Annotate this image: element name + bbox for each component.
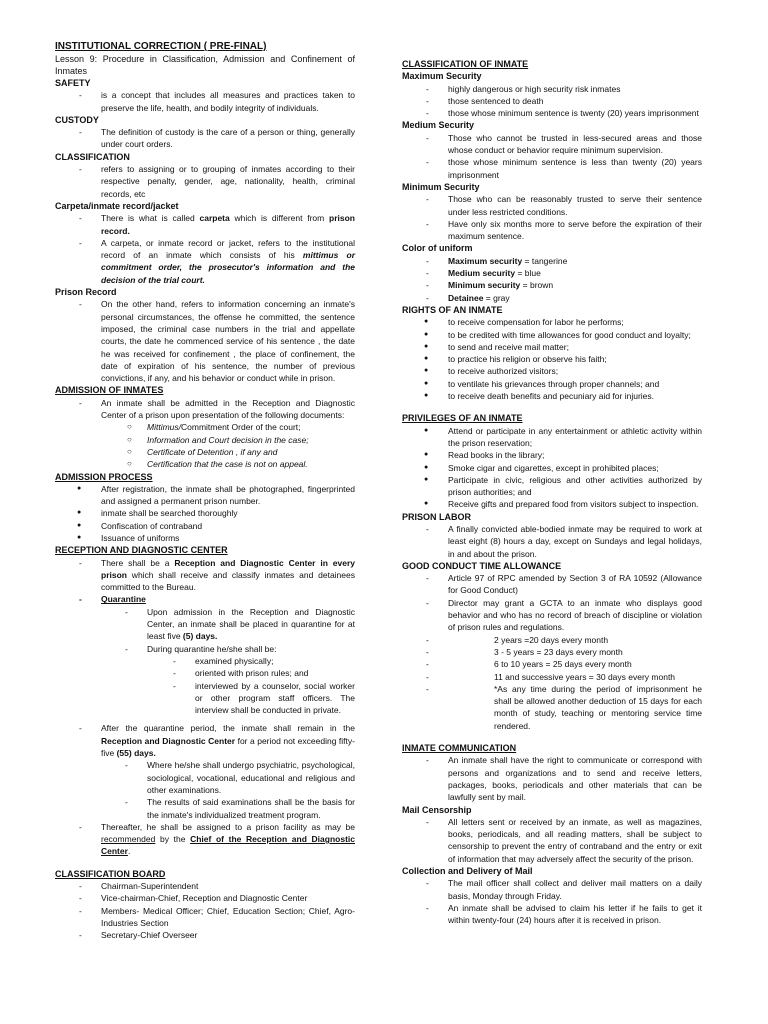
safety-heading: SAFETY bbox=[55, 78, 91, 88]
document-title: INSTITUTIONAL CORRECTION ( PRE-FINAL) bbox=[55, 41, 267, 52]
reception-list bbox=[55, 557, 355, 606]
reception-item-1: - There shall be a Reception and Diagnostic Center in every prison which shall receive and classify inmates and detainees committed to the Bureau. bbox=[55, 557, 355, 594]
minimum-security-list bbox=[402, 193, 702, 242]
carpeta-list bbox=[55, 212, 355, 286]
medium-security-list bbox=[402, 132, 702, 181]
custody-list bbox=[55, 126, 355, 151]
gcta-sub-item: - 2 years =20 days every month bbox=[402, 634, 702, 646]
admission-documents bbox=[55, 421, 355, 470]
admission-process-list bbox=[55, 483, 355, 544]
admission-process-item: ● Confiscation of contraband bbox=[55, 520, 355, 532]
prison-record-text: - On the other hand, refers to information concerning an inmate's personal circumstances, the offense he committed, the sentence imposed, the criminal case numbers in the trial and appellate courts, the date he commenced service of his sentence , the date he was received for confinement , the place of confinement, the date of expiration of his sentence, the number of previous convictions, if any, and his behavior or conduct while in prison. bbox=[55, 298, 355, 384]
admission-process-item: ● inmate shall be searched thoroughly bbox=[55, 507, 355, 519]
uniform-color-list bbox=[402, 255, 702, 304]
gcta-sub-list bbox=[402, 634, 702, 732]
privileges-item: ● Receive gifts and prepared food from visitors subject to inspection. bbox=[402, 498, 702, 510]
rights-item: ● to send and receive mail matter; bbox=[402, 341, 702, 353]
gcta-item: - Director may grant a GCTA to an inmate who displays good behavior and who has no record of breach of discipline or violation of prison rules and regulations. bbox=[402, 597, 702, 634]
rights-item: ● to be credited with time allowances for good conduct and loyalty; bbox=[402, 329, 702, 341]
classification-list bbox=[55, 163, 355, 200]
admission-process-item: ● After registration, the inmate shall be photographed, fingerprinted and assigned a permanent prison number. bbox=[55, 483, 355, 508]
safety-text: - is a concept that includes all measures and practices taken to preserve the life, health, and bodily integrity of individuals. bbox=[55, 89, 355, 114]
maximum-security-heading: Maximum Security bbox=[402, 71, 482, 82]
classification-text: - refers to assigning or to grouping of inmates according to their respective penalty, gender, age, nationality, health, criminal records, etc bbox=[55, 163, 355, 200]
gcta-sub-item: - 3 - 5 years = 23 days every month bbox=[402, 646, 702, 658]
prison-record-list bbox=[55, 298, 355, 384]
rights-heading: RIGHTS OF AN INMATE bbox=[402, 304, 503, 315]
right-column bbox=[402, 58, 702, 926]
examinations-list bbox=[55, 759, 355, 820]
thereafter-list bbox=[55, 821, 355, 858]
classification-board-heading: CLASSIFICATION BOARD bbox=[55, 868, 166, 879]
classification-of-inmate-heading: CLASSIFICATION OF INMATE bbox=[402, 59, 529, 69]
mail-list bbox=[402, 877, 702, 926]
uniform-color-item: - Detainee = gray bbox=[402, 292, 702, 304]
examinations-item: - The results of said examinations shall be the basis for the inmate's individualized treatment program. bbox=[55, 796, 355, 821]
board-member: - Chairman-Superintendent bbox=[55, 880, 355, 892]
prison-record-heading: Prison Record bbox=[55, 287, 117, 298]
privileges-item: ● Read books in the library; bbox=[402, 449, 702, 461]
custody-heading: CUSTODY bbox=[55, 114, 99, 125]
gcta-list bbox=[402, 572, 702, 633]
communication-heading: INMATE COMMUNICATION bbox=[402, 743, 517, 754]
board-member: - Members- Medical Officer; Chief, Education Section; Chief, Agro-Industries Section bbox=[55, 905, 355, 930]
communication-text: - An inmate shall have the right to communicate or correspond with persons and organizations and to send and receive letters, packages, books, periodicals and other materials that can be lawfully sent by mail. bbox=[402, 754, 702, 803]
thereafter-item: - Thereafter, he shall be assigned to a prison facility as may be recommended by the Chief of the Reception and Diagnostic Center. bbox=[55, 821, 355, 858]
spacer bbox=[402, 732, 702, 742]
medium-security-heading: Medium Security bbox=[402, 120, 475, 131]
lesson-title: Lesson 9: Procedure in Classification, Admission and Confinement of Inmates bbox=[55, 54, 355, 76]
rights-list bbox=[402, 316, 702, 402]
rights-item: ● to receive death benefits and pecuniary aid for injuries. bbox=[402, 390, 702, 402]
quarantine-sub-item: - examined physically; bbox=[55, 655, 355, 667]
spacer bbox=[55, 858, 355, 868]
censorship-list bbox=[402, 816, 702, 865]
uniform-color-heading: Color of uniform bbox=[402, 243, 473, 254]
prison-labor-heading: PRISON LABOR bbox=[402, 511, 472, 522]
communication-list bbox=[402, 754, 702, 803]
quarantine-list bbox=[55, 606, 355, 655]
prison-labor-list bbox=[402, 523, 702, 560]
maximum-security-list bbox=[402, 83, 702, 120]
gcta-sub-item: - 11 and successive years = 30 days every month bbox=[402, 671, 702, 683]
admission-heading: ADMISSION OF INMATES bbox=[55, 385, 164, 396]
mail-heading: Collection and Delivery of Mail bbox=[402, 866, 533, 876]
uniform-color-item: - Maximum security = tangerine bbox=[402, 255, 702, 267]
gcta-item: - Article 97 of RPC amended by Section 3 of RA 10592 (Allowance for Good Conduct) bbox=[402, 572, 702, 597]
censorship-text: - All letters sent or received by an inmate, as well as magazines, books, periodicals, and all reading matters, shall be subject to censorship to prevent the entry of contraband and the entry or exit of information that may adversely affect the security of the prison. bbox=[402, 816, 702, 865]
maximum-security-item: - highly dangerous or high security risk inmates bbox=[402, 83, 702, 95]
maximum-security-item: - those whose minimum sentence is twenty (20) years imprisonment bbox=[402, 107, 702, 119]
examinations-item: - Where he/she shall undergo psychiatric, psychological, sociological, vocational, educational and religious and other examinations. bbox=[55, 759, 355, 796]
medium-security-item: - Those who cannot be trusted in less-secured areas and those whose conduct or behavior require minimum supervision. bbox=[402, 132, 702, 157]
privileges-item: ● Attend or participate in any entertainment or athletic activity within the prison reservation; bbox=[402, 425, 702, 450]
classification-heading: CLASSIFICATION bbox=[55, 151, 130, 162]
minimum-security-heading: Minimum Security bbox=[402, 181, 480, 192]
privileges-item: ● Smoke cigar and cigarettes, except in prohibited places; bbox=[402, 462, 702, 474]
uniform-color-item: - Medium security = blue bbox=[402, 267, 702, 279]
admission-document-4: ○ Certification that the case is not on appeal. bbox=[55, 458, 355, 470]
admission-text: - An inmate shall be admitted in the Reception and Diagnostic Center of a prison upon presentation of the following documents: bbox=[55, 397, 355, 422]
rights-item: ● to ventilate his grievances through proper channels; and bbox=[402, 378, 702, 390]
spacer bbox=[402, 402, 702, 412]
rights-item: ● to practice his religion or observe his faith; bbox=[402, 353, 702, 365]
carpeta-item-2: - A carpeta, or inmate record or jacket, refers to the institutional record of an inmate which consists of his mittimus or commitment order, the prosecutor's information and the decision of the trial court. bbox=[55, 237, 355, 286]
custody-text: - The definition of custody is the care of a person or thing, generally under court orders. bbox=[55, 126, 355, 151]
after-quarantine-item: - After the quarantine period, the inmate shall remain in the Reception and Diagnostic Center for a period not exceeding fifty-five (55) days. bbox=[55, 722, 355, 759]
mail-item: - The mail officer shall collect and deliver mail matters on a daily basis, Monday through Friday. bbox=[402, 877, 702, 902]
quarantine-label: - Quarantine bbox=[55, 593, 355, 605]
classification-board-list bbox=[55, 880, 355, 941]
privileges-item: ● Participate in civic, religious and other activities authorized by prison authorities; and bbox=[402, 474, 702, 499]
censorship-heading: Mail Censorship bbox=[402, 804, 472, 815]
rights-item: ● to receive compensation for labor he performs; bbox=[402, 316, 702, 328]
minimum-security-item: - Those who can be reasonably trusted to serve their sentence under less restricted conditions. bbox=[402, 193, 702, 218]
mail-item: - An inmate shall be advised to claim his letter if he fails to get it within twenty-four (24) hours after it is received in prison. bbox=[402, 902, 702, 927]
carpeta-item-1: - There is what is called carpeta which is different from prison record. bbox=[55, 212, 355, 237]
gcta-sub-item: - *As any time during the period of imprisonment he shall be allowed another deduction of 15 days for each month of study, teaching or mentoring service time rendered. bbox=[402, 683, 702, 732]
medium-security-item: - those whose minimum sentence is less than twenty (20) years imprisonment bbox=[402, 156, 702, 181]
left-column bbox=[55, 40, 355, 941]
board-member: - Secretary-Chief Overseer bbox=[55, 929, 355, 941]
quarantine-item-1: - Upon admission in the Reception and Diagnostic Center, an inmate shall be placed in quarantine for at least five (5) days. bbox=[55, 606, 355, 643]
quarantine-item-2: - During quarantine he/she shall be: bbox=[55, 643, 355, 655]
quarantine-sub-list bbox=[55, 655, 355, 716]
prison-labor-text: - A finally convicted able-bodied inmate may be required to work at least eight (8) hours a day, except on Sundays and legal holidays, in and about the prison. bbox=[402, 523, 702, 560]
rights-item: ● to receive authorized visitors; bbox=[402, 365, 702, 377]
privileges-list bbox=[402, 425, 702, 511]
board-member: - Vice-chairman-Chief, Reception and Diagnostic Center bbox=[55, 892, 355, 904]
privileges-heading: PRIVILEGES OF AN INMATE bbox=[402, 413, 523, 424]
safety-list bbox=[55, 89, 355, 114]
quarantine-sub-item: - interviewed by a counselor, social worker or other program staff officers. The interview shall be conducted in private. bbox=[55, 680, 355, 717]
admission-process-item: ● Issuance of uniforms bbox=[55, 532, 355, 544]
admission-document-3: ○ Certificate of Detention , if any and bbox=[55, 446, 355, 458]
carpeta-heading: Carpeta/inmate record/jacket bbox=[55, 200, 179, 211]
after-quarantine-list bbox=[55, 722, 355, 759]
admission-process-heading: ADMISSION PROCESS bbox=[55, 471, 153, 482]
reception-heading: RECEPTION AND DIAGNOSTIC CENTER bbox=[55, 545, 228, 556]
gcta-heading: GOOD CONDUCT TIME ALLOWANCE bbox=[402, 560, 562, 571]
admission-document-1: ○ Mittimus/Commitment Order of the court; bbox=[55, 421, 355, 433]
uniform-color-item: - Minimum security = brown bbox=[402, 279, 702, 291]
minimum-security-item: - Have only six months more to serve before the expiration of their maximum sentence. bbox=[402, 218, 702, 243]
maximum-security-item: - those sentenced to death bbox=[402, 95, 702, 107]
admission-document-2: ○ Information and Court decision in the case; bbox=[55, 434, 355, 446]
gcta-sub-item: - 6 to 10 years = 25 days every month bbox=[402, 658, 702, 670]
admission-list bbox=[55, 397, 355, 422]
quarantine-sub-item: - oriented with prison rules; and bbox=[55, 667, 355, 679]
